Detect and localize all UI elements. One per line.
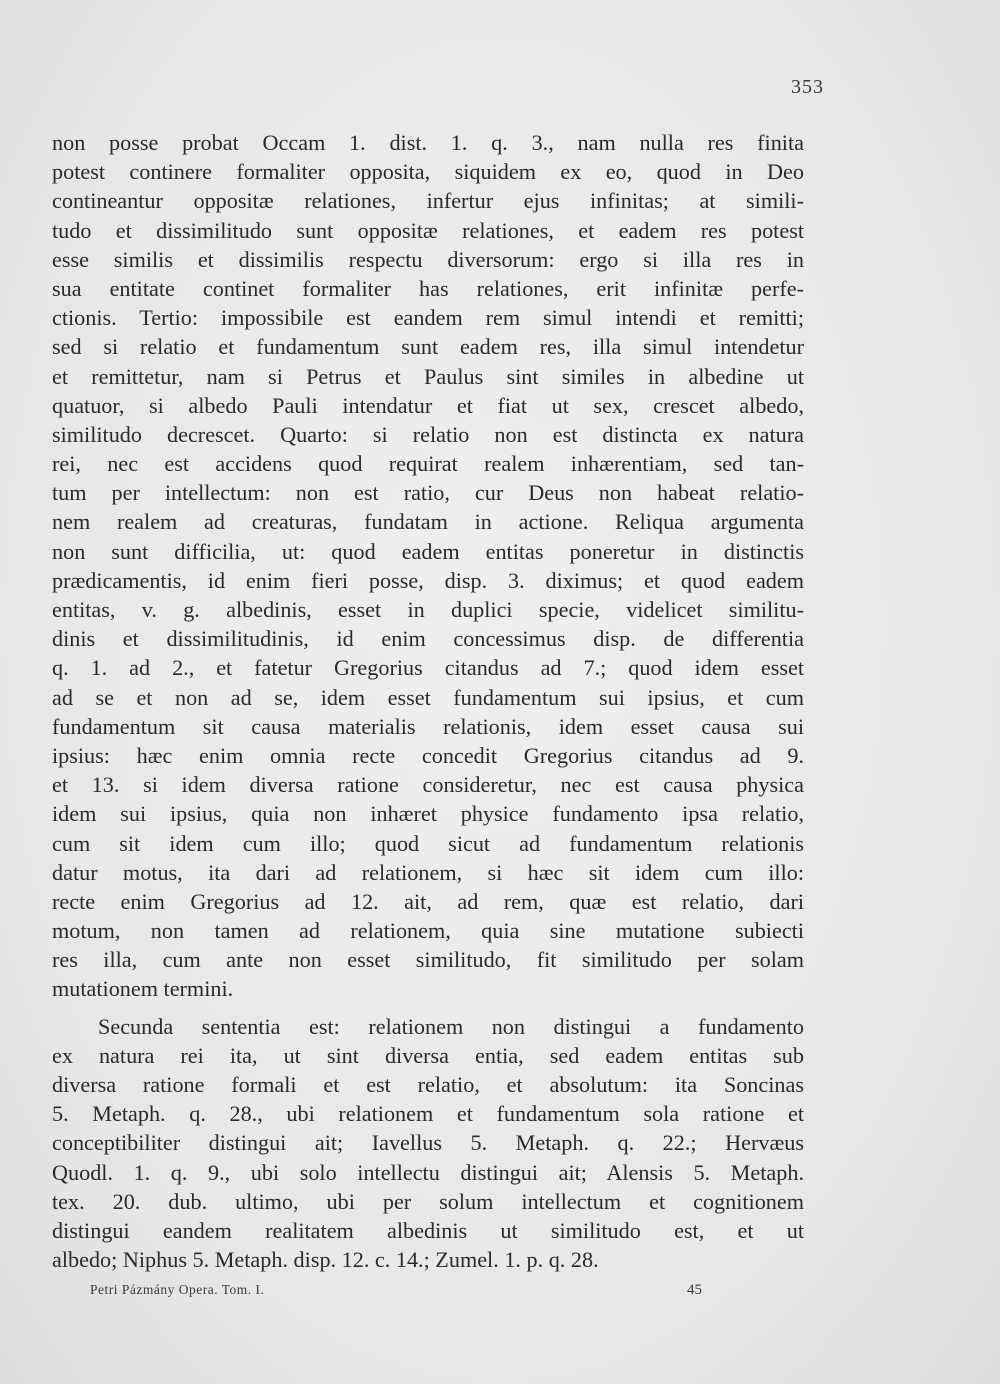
text-line: nem realem ad creaturas, fundatam in actione. Reliqua argumenta — [52, 509, 804, 535]
printer-signature: Petri Pázmány Opera. Tom. I. — [90, 1282, 265, 1297]
text-line: Quodl. 1. q. 9., ubi solo intellectu distingui ait; Alensis 5. Metaph. — [52, 1159, 804, 1185]
text-line: non sunt difficilia, ut: quod eadem entitas poneretur in distinctis — [52, 538, 804, 564]
text-line: ipsius: hæc enim omnia recte concedit Gregorius citandus ad 9. — [52, 742, 804, 768]
text-line: diversa ratione formali et est relatio, et absolutum: ita Soncinas — [52, 1072, 804, 1097]
text-line: distingui eandem realitatem albedinis ut similitudo est, et ut — [52, 1217, 804, 1243]
text-line: tudo et dissimilitudo sunt oppositæ relationes, et eadem res potest — [52, 217, 804, 243]
text-line: entitas, v. g. albedinis, esset in duplici specie, videlicet similitu- — [52, 597, 804, 622]
text-line: rei, nec est accidens quod requirat realem inhærentiam, sed tan- — [52, 451, 804, 477]
text-line: prædicamentis, id enim fieri posse, disp. 3. diximus; et quod eadem — [52, 567, 804, 593]
text-line: contineantur oppositæ relationes, infertur ejus infinitas; at simili- — [52, 188, 804, 214]
text-line: idem sui ipsius, quia non inhæret physice fundamento ipsa relatio, — [52, 801, 804, 827]
text-line: et remittetur, nam si Petrus et Paulus sint similes in albedine ut — [52, 363, 804, 389]
text-line: Secunda sententia est: relationem non distingui a fundamento — [98, 1013, 804, 1039]
text-line: sua entitate continet formaliter has relationes, erit infinitæ perfe- — [52, 275, 804, 301]
sheet-number: 45 — [687, 1282, 702, 1298]
text-line: ad se et non ad se, idem esset fundamentum sui ipsius, et cum — [52, 684, 804, 710]
text-line: mutationem termini. — [52, 976, 234, 1002]
text-line: quatuor, si albedo Pauli intendatur et fiat ut sex, crescet albedo, — [52, 392, 804, 418]
paragraph-1 — [52, 128, 804, 1004]
text-line: tum per intellectum: non est ratio, cur Deus non habeat relatio- — [52, 480, 804, 506]
text-line: 5. Metaph. q. 28., ubi relationem et fundamentum sola ratione et — [52, 1101, 804, 1127]
text-line: potest continere formaliter opposita, siquidem ex eo, quod in Deo — [52, 159, 804, 185]
text-line: ctionis. Tertio: impossibile est eandem rem simul intendi et remitti; — [52, 305, 804, 331]
text-line: res illa, cum ante non esset similitudo, fit similitudo per solam — [52, 947, 804, 973]
text-line: tex. 20. dub. ultimo, ubi per solum intellectum et cognitionem — [52, 1188, 804, 1214]
text-line: et 13. si idem diversa ratione consideretur, nec est causa physica — [52, 772, 804, 798]
text-line: albedo; Niphus 5. Metaph. disp. 12. c. 14.; Zumel. 1. p. q. 28. — [52, 1247, 599, 1273]
text-line: sed si relatio et fundamentum sunt eadem res, illa simul intendetur — [52, 334, 804, 360]
text-line: esse similis et dissimilis respectu diversorum: ergo si illa res in — [52, 246, 804, 272]
text-line: cum sit idem cum illo; quod sicut ad fundamentum relationis — [52, 830, 804, 856]
text-line: datur motus, ita dari ad relationem, si hæc sit idem cum illo: — [52, 859, 804, 885]
paragraph-gap — [52, 1004, 804, 1012]
text-body — [52, 128, 804, 1274]
text-line: similitudo decrescet. Quarto: si relatio non est distincta ex natura — [52, 421, 804, 447]
text-line: q. 1. ad 2., et fatetur Gregorius citandus ad 7.; quod idem esset — [52, 655, 804, 681]
text-line: dinis et dissimilitudinis, id enim concessimus disp. de differentia — [52, 626, 804, 652]
page-number: 353 — [791, 76, 824, 98]
paragraph-2 — [52, 1012, 804, 1275]
text-line: ex natura rei ita, ut sint diversa entia, sed eadem entitas sub — [52, 1042, 804, 1068]
text-line: fundamentum sit causa materialis relationis, idem esset causa sui — [52, 713, 804, 739]
text-line: recte enim Gregorius ad 12. ait, ad rem, quæ est relatio, dari — [52, 888, 804, 914]
text-line: motum, non tamen ad relationem, quia sine mutatione subiecti — [52, 918, 804, 944]
text-line: conceptibiliter distingui ait; Iavellus 5. Metaph. q. 22.; Hervæus — [52, 1130, 804, 1156]
text-line: non posse probat Occam 1. dist. 1. q. 3., nam nulla res finita — [52, 130, 804, 155]
